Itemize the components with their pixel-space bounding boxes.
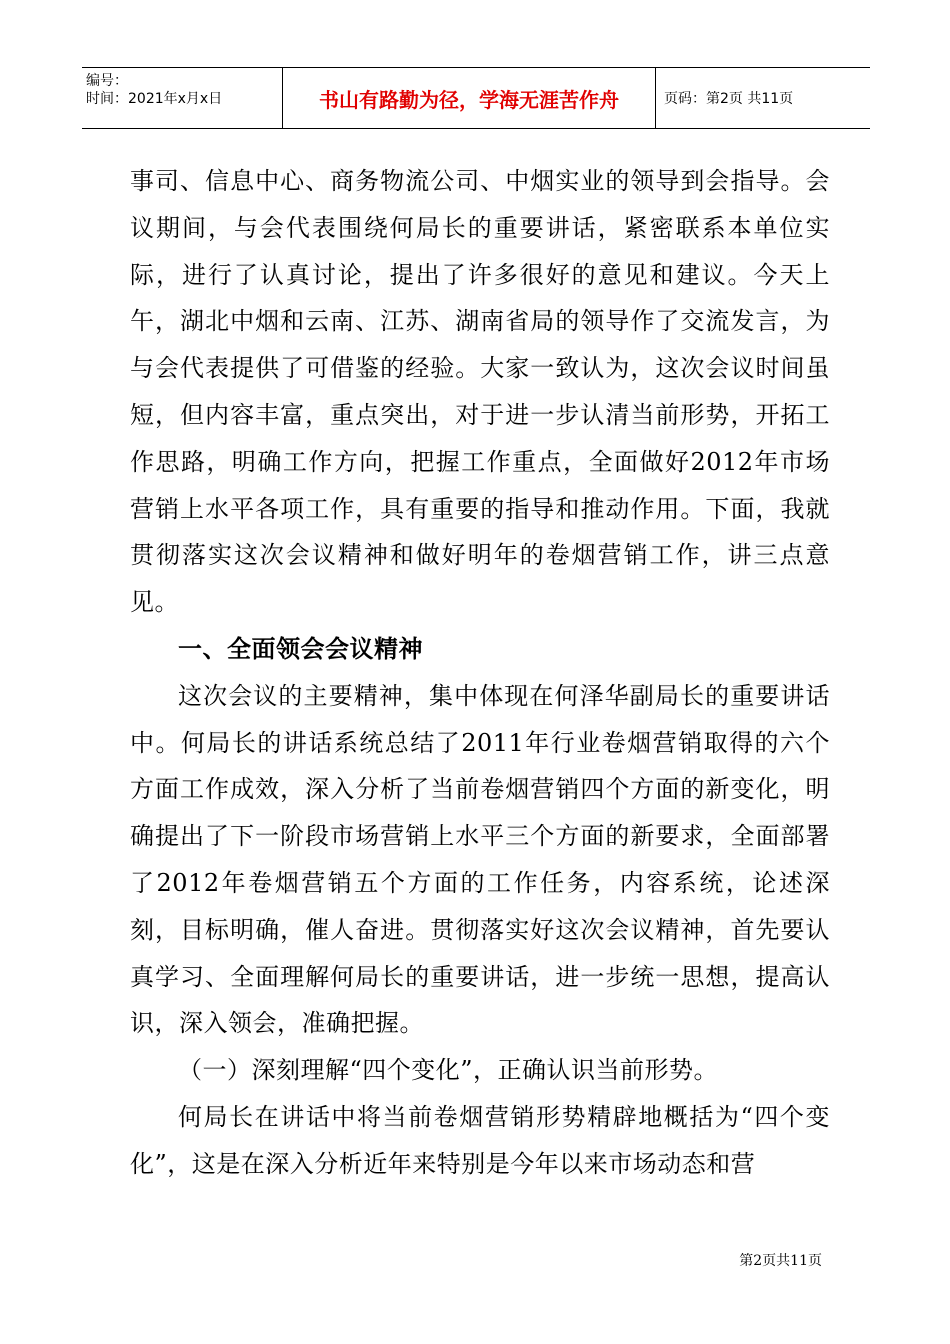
section-heading: 一、全面领会会议精神: [178, 634, 423, 663]
header-motto: 书山有路勤为径，学海无涯苦作舟: [282, 68, 656, 128]
document-date: 时间：2021年x月x日: [86, 91, 223, 107]
body-paragraph: 事司、信息中心、商务物流公司、中烟实业的领导到会指导。会议期间，与会代表围绕何局长的重要讲话，紧密联系本单位实际，进行了认真讨论，提出了许多很好的意见和建议。今天上午，湖北中烟和云南、江苏、湖南省局的领导作了交流发言，为与会代表提供了可借鉴的经验。大家一致认为，这次会议时间虽短，但内容丰富，重点突出，对于进一步认清当前形势，开拓工作思路，明确工作方向，把握工作重点，全面做好2012年市场营销上水平各项工作，具有重要的指导和推动作用。下面，我就贯彻落实这次会议精神和做好明年的卷烟营销工作，讲三点意见。: [130, 167, 830, 617]
document-body: [130, 158, 830, 1188]
body-paragraph: 何局长在讲话中将当前卷烟营销形势精辟地概括为“四个变化”，这是在深入分析近年来特别是今年以来市场动态和营: [130, 1102, 830, 1178]
page-header: [82, 67, 870, 129]
header-meta: [82, 68, 282, 128]
header-page-info: 页码：第2页 共11页: [664, 91, 794, 107]
document-number-label: 编号：: [86, 73, 128, 89]
body-paragraph: 这次会议的主要精神，集中体现在何泽华副局长的重要讲话中。何局长的讲话系统总结了2011年行业卷烟营销取得的六个方面工作成效，深入分析了当前卷烟营销四个方面的新变化，明确提出了下一阶段市场营销上水平三个方面的新要求，全面部署了2012年卷烟营销五个方面的工作任务，内容系统，论述深刻，目标明确，催人奋进。贯彻落实好这次会议精神，首先要认真学习、全面理解何局长的重要讲话，进一步统一思想，提高认识，深入领会，准确把握。: [130, 681, 830, 1038]
page-footer: 第2页共11页: [739, 1253, 822, 1269]
sub-heading: （一）深刻理解“四个变化”，正确认识当前形势。: [178, 1056, 719, 1085]
